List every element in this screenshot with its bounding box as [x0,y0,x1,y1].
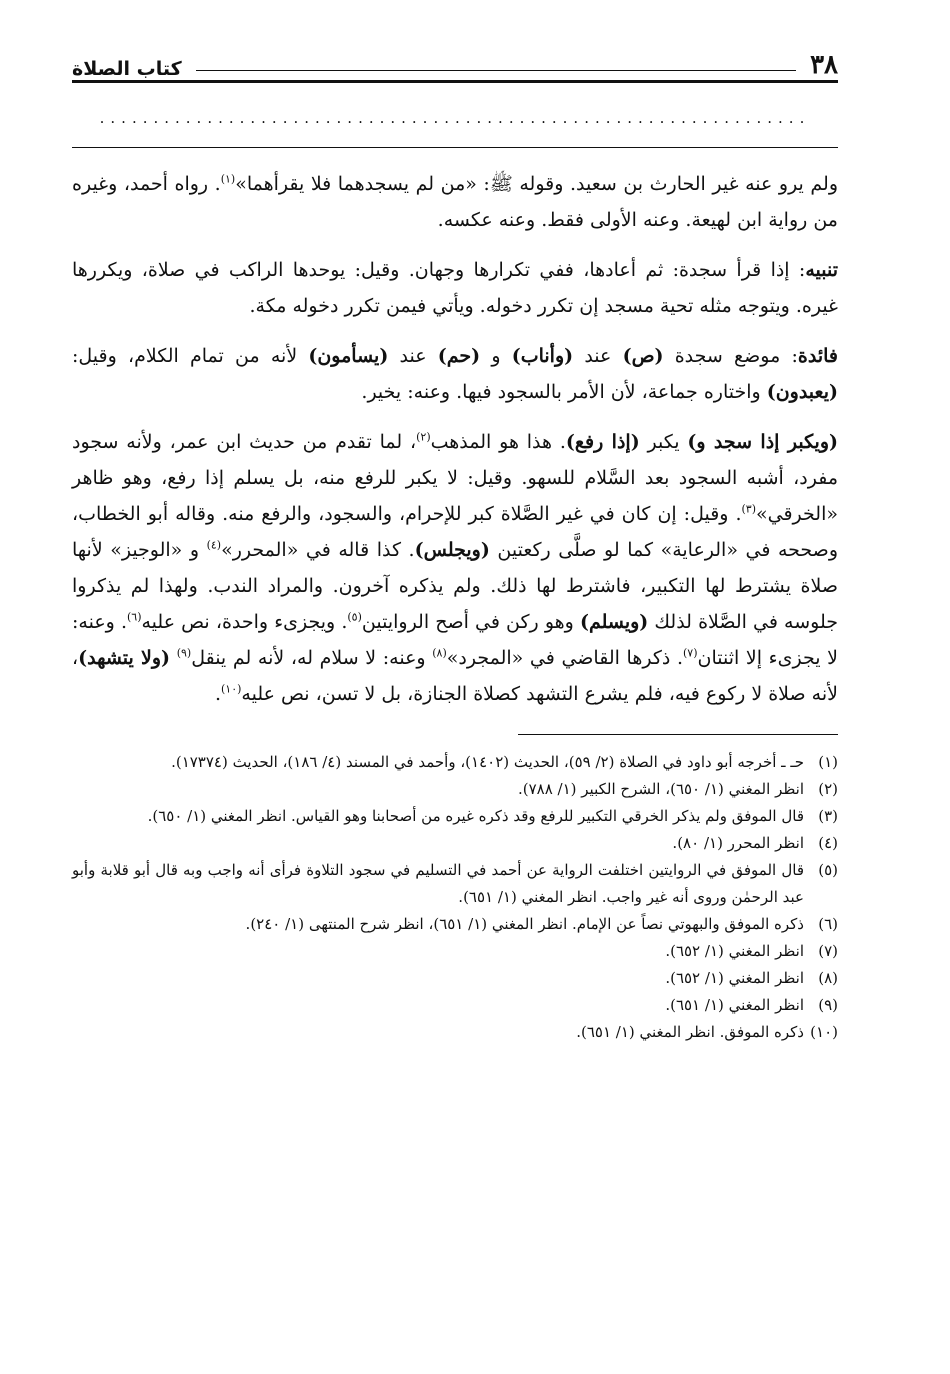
text-run: . ويجزىء واحدة، نص عليه [141,611,348,633]
text-run: : إذا قرأ سجدة: ثم أعادها، ففي تكرارها وجهان. وقيل: يوحدها الراكب في صلاة، ويكررها غيره. ويتوجه مثله تحية مسجد إن تكرر دخوله. ويأتي فيمن تكرر دخوله مكة. [72,259,838,317]
footnote-text: قال الموفق في الروايتين اختلفت الرواية عن أحمد في التسليم في سجود التلاوة فرأى أنه واجب وبه قال أبو قلابة وأبو عبد الرحمٰن وروى أنه غير واجب. انظر المغني (١/ ٦٥١). [72,861,804,906]
text-run: . كذا قاله في «المحرر» [221,539,415,561]
footnote-item [72,749,838,776]
footnote-ref: (٧) [683,646,698,660]
text-run: . وقيل: إن كان في غير الصَّلاة كبر للإحرام، والسجود، والرفع منه. وقاله أبو الخطاب، وصححه في «الرعاية» كما لو صلَّى ركعتين [72,503,838,561]
footnote-text: انظر المغني (١/ ٦٥٢). [665,969,804,987]
benefit-label: فائدة [797,345,838,367]
footnote-number: (١) [818,753,838,771]
footnote-separator [518,734,838,735]
footnote-number: (٤) [818,834,838,852]
footnote-text: حـ ـ أخرجه أبو داود في الصلاة (٢/ ٥٩)، الحديث (١٤٠٢)، وأحمد في المسند (٤/ ١٨٦)، الحديث (١٧٣٧٤). [171,753,804,771]
footnote-number: (٨) [818,969,838,987]
text-run: عند [388,345,438,367]
footnote-text: انظر المغني (١/ ٦٥١). [665,996,804,1014]
text-run: ، لأنه صلاة لا ركوع فيه، فلم يشرع التشهد كصلاة الجنازة، بل لا تسن، نص عليه [72,647,838,705]
text-run: و «الوجيز» لأنها صلاة يشترط لها التكبير، فاشترط لها ذلك. ولم يذكره آخرون. والمراد الندب. ولهذا لم يذكروا جلوسه في الصَّلاة لذلك [72,539,838,633]
text-run: . رواه أحمد، وغيره من رواية ابن لهيعة. وعنه الأولى فقط. وعنه عكسه. [72,173,838,231]
running-title: كتاب الصلاة [72,58,182,80]
footnote-number: (٢) [818,780,838,798]
paragraph-note [72,252,838,324]
footnote-number: (٥) [818,861,838,879]
footnote-ref: (٥) [347,610,362,624]
text-run: لأنه من تمام الكلام، وقيل: [72,345,309,367]
text-run: وهو ركن في أصح الروايتين [361,611,580,633]
footnote-item [72,911,838,938]
footnote-item [72,992,838,1019]
matn-text: (ولا يتشهد) [78,647,171,669]
separator-rule [72,147,838,148]
footnote-item [72,803,838,830]
footnote-ref: (٨) [432,646,447,660]
footnote-ref: (٣) [741,502,757,516]
text-run: وعنه: لا سلام له، لأنه لم ينقل [191,647,433,669]
text-run: عند [573,345,623,367]
keyword: (حم) [437,345,481,367]
footnote-number: (٩) [818,996,838,1014]
text-run: : موضع سجدة [663,345,798,367]
page-header [72,40,838,83]
footnote-ref: (٤) [206,538,222,552]
footnote-item [72,857,838,911]
page-number: ٣٨ [810,50,838,80]
footnote-item [72,776,838,803]
footnote-text: قال الموفق ولم يذكر الخرقي التكبير للرفع وقد ذكره غيره من أصحابنا وهو القياس. انظر المغني (١/ ٦٥٠). [147,807,804,825]
footnote-item [72,1019,838,1046]
footnote-text: انظر المحرر (١/ ٨٠). [672,834,804,852]
paragraph-takbir [72,424,838,712]
ellipsis-row: .................................................................. [99,109,811,127]
keyword: (يعبدون) [766,381,838,403]
keyword: (وأناب) [511,345,574,367]
footnotes [72,749,838,1046]
footnote-item [72,830,838,857]
footnote-number: (٦) [818,915,838,933]
text-run: ، لما تقدم من حديث ابن عمر، ولأنه سجود مفرد، أشبه السجود بعد السَّلام للسهو. وقيل: لا يكبر للرفع منه، بل يسلم إذا رفع، وهو ظاهر «الخرقي» [72,431,838,525]
matn-text: (ويسلم) [579,611,649,633]
matn-text: (ويكبر إذا سجد و) [687,431,839,453]
footnote-text: انظر المغني (١/ ٦٥٠)، الشرح الكبير (١/ ٧٨٨). [517,780,804,798]
book-page [72,40,838,1046]
paragraph-hadith [72,166,838,238]
text-run: . ذكرها القاضي في «المجرد» [446,647,683,669]
keyword: (ص) [622,345,664,367]
footnote-number: (٣) [818,807,838,825]
footnote-number: (٧) [818,942,838,960]
footnote-item [72,965,838,992]
text-run: واختاره جماعة، لأن الأمر بالسجود فيها. وعنه: يخير. [361,381,767,403]
footnote-number: (١٠) [810,1023,838,1041]
footnote-ref: (٩) [176,646,192,660]
header-rule [196,70,796,71]
matn-text: (ويجلس) [414,539,490,561]
text-run: يكبر [639,431,688,453]
footnote-ref: (١) [220,172,236,186]
footnote-text: ذكره الموفق والبهوتي نصاً عن الإمام. انظر المغني (١/ ٦٥١)، انظر شرح المنتهى (١/ ٢٤٠). [245,915,804,933]
text-run [170,647,177,669]
text-run: . وعنه: لا يجزىء إلا اثنتان [72,611,838,669]
footnote-ref: (١٠) [220,682,242,696]
text-run: . [214,683,221,705]
note-label: تنبيه [805,259,838,281]
footnote-ref: (٦) [126,610,142,624]
footnote-item [72,938,838,965]
footnote-text: انظر المغني (١/ ٦٥٢). [665,942,804,960]
text-run: ولم يرو عنه غير الحارث بن سعيد. وقوله ﷺ: «من لم يسجدهما فلا يقرأهما» [235,173,838,195]
paragraph-benefit [72,338,838,410]
footnote-text: ذكره الموفق. انظر المغني (١/ ٦٥١). [576,1023,804,1041]
keyword: (يسأمون) [308,345,389,367]
footnote-ref: (٢) [416,430,431,444]
text-run: . هذا هو المذهب [430,431,566,453]
text-run: و [480,345,512,367]
matn-text: (إذا رفع) [565,431,640,453]
